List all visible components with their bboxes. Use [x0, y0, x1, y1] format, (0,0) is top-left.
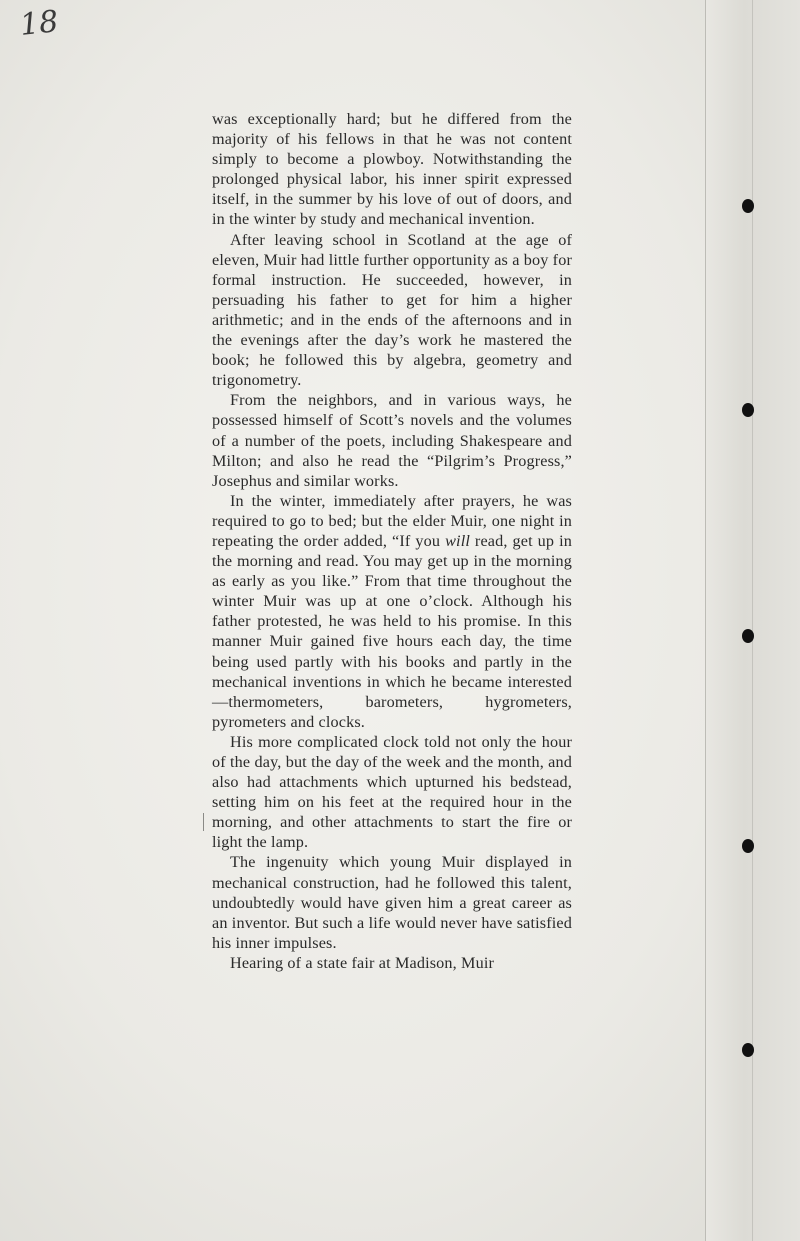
punch-hole-icon [742, 1043, 754, 1057]
punch-hole-icon [742, 839, 754, 853]
page-number: 18 [18, 4, 60, 43]
margin-pencil-mark [203, 813, 204, 831]
punch-hole-icon [742, 199, 754, 213]
paragraph: After leaving school in Scotland at the age of eleven, Muir had little further opportunity as a boy for formal instruction. He succeeded, however, in persuading his father to get for him a higher arithmetic; and in the ends of the afternoons and in the evenings after the day’s work he mastered the book; he followed this by algebra, geometry and trigonometry. [212, 230, 572, 390]
paragraph: was exceptionally hard; but he differed from the majority of his fellows in that he was not content simply to become a plowboy. Notwithstanding the prolonged physical labor, his inner spirit expressed itself, in the summer by his love of out of doors, and in the winter by study and mechanical invention. [212, 110, 572, 229]
paragraph: Hearing of a state fair at Madison, Muir [230, 953, 495, 972]
paragraph [212, 491, 572, 732]
paragraph: From the neighbors, and in various ways, he possessed himself of Scott’s novels and the volumes of a number of the poets, including Shakespeare and Milton; and also he read the “Pilgrim’s Progress,” Josephus and similar works. [212, 391, 572, 490]
paragraph-text: read, get up in the morning and read. You may get up in the morning as early as you like.” From that time throughout the winter Muir was up at one o’clock. Although his father protested, he was held to his promise. In this manner Muir gained five hours each day, the time being used partly with his books and partly in the mechanical inventions in which he became interested—thermometers, barometers, hygrometers, pyrometers and clocks. [212, 531, 572, 731]
paragraph: His more complicated clock told not only the hour of the day, but the day of the week and the month, and also had attachments which upturned his bedstead, setting him on his feet at the required hour in the morning, and other attachments to start the fire or light the lamp. [212, 732, 572, 852]
paragraph-text: In the winter, immediately after prayers, he was required to go to bed; but the elder Muir, one night in repeating the order added, “If you [212, 491, 572, 550]
punch-hole-icon [742, 629, 754, 643]
emphasis-text: will [445, 531, 470, 550]
body-text [212, 109, 572, 973]
paragraph: The ingenuity which young Muir displayed in mechanical construction, had he followed this talent, undoubtedly would have given him a great career as an inventor. But such a life would never have satisfied his inner impulses. [212, 853, 572, 952]
punch-hole-icon [742, 403, 754, 417]
